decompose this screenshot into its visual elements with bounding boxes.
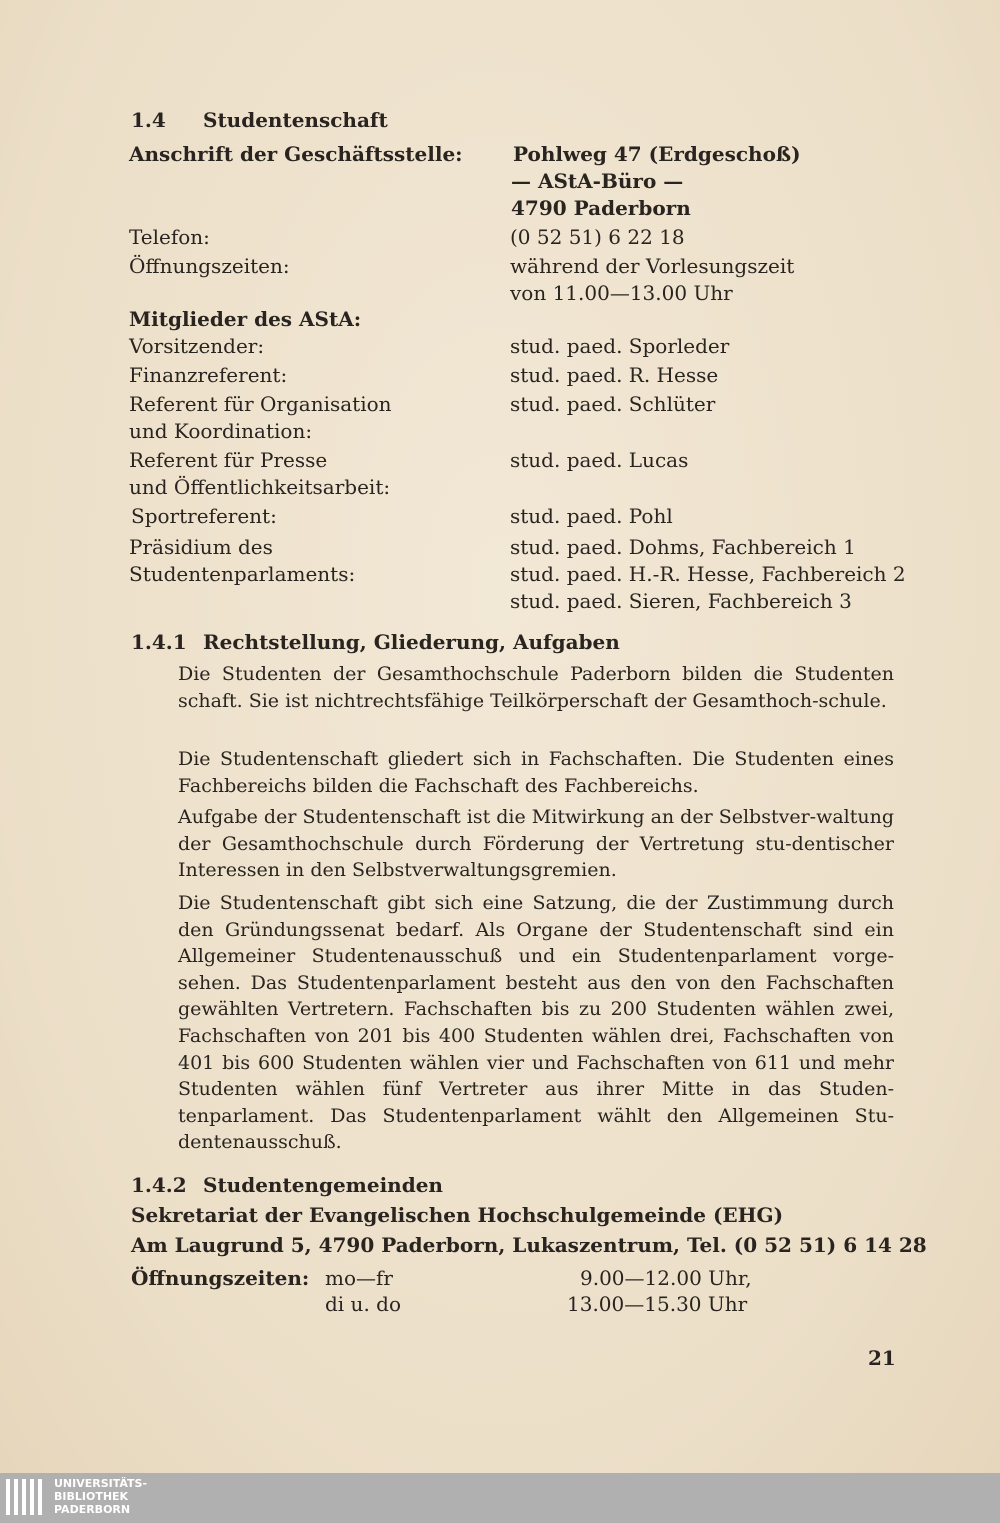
ehg-hours-time: 9.00—12.00 Uhr, <box>580 1266 752 1290</box>
member-role: und Öffentlichkeitsarbeit: <box>129 475 391 499</box>
phone-value: (0 52 51) 6 22 18 <box>510 225 685 249</box>
member-role: Studentenparlaments: <box>129 562 356 586</box>
paragraph: Aufgabe der Studentenschaft ist die Mitwirkung an der Selbstver-waltung der Gesamthochschule durch Förderung der Vertretung stu-dentischer Interessen in den Selbstverwaltungsgremien. <box>178 806 895 882</box>
library-name <box>54 1477 147 1516</box>
subsection-title: Studentengemeinden <box>203 1173 443 1197</box>
page-number: 21 <box>868 1346 896 1370</box>
section-title: Studentenschaft <box>203 108 388 132</box>
member-role: und Koordination: <box>129 419 313 443</box>
member-role: Referent für Organisation <box>129 392 392 416</box>
member-role: Referent für Presse <box>129 448 328 472</box>
member-name: stud. paed. Lucas <box>510 448 689 472</box>
office-address-line: — AStA-Büro — <box>511 169 684 193</box>
ehg-hours-label: Öffnungszeiten: <box>131 1266 310 1290</box>
library-name-line: PADERBORN <box>54 1503 131 1516</box>
member-name: stud. paed. Sieren, Fachbereich 3 <box>510 589 852 613</box>
member-name: stud. paed. H.-R. Hesse, Fachbereich 2 <box>510 562 906 586</box>
library-name-line: BIBLIOTHEK <box>54 1490 129 1503</box>
member-role: Präsidium des <box>129 535 273 559</box>
subsection-number: 1.4.2 <box>131 1173 187 1197</box>
office-address-line: 4790 Paderborn <box>511 196 691 220</box>
section-number: 1.4 <box>131 108 166 132</box>
ehg-hours-time: 13.00—15.30 Uhr <box>567 1292 748 1316</box>
office-label: Anschrift der Geschäftsstelle: <box>129 142 463 166</box>
subsection-number: 1.4.1 <box>131 630 187 654</box>
library-logo-icon <box>6 1479 46 1515</box>
member-name: stud. paed. Schlüter <box>510 392 716 416</box>
paragraph: Die Studenten der Gesamthochschule Paderborn bilden die Studenten schaft. Sie ist nichtrechtsfähige Teilkörperschaft der Gesamthoch-schule. <box>178 663 894 712</box>
member-name: stud. paed. Pohl <box>510 504 673 528</box>
member-name: stud. paed. Dohms, Fachbereich 1 <box>510 535 856 559</box>
paragraph: Die Studentenschaft gibt sich eine Satzung, die der Zustimmung durch den Gründungssenat bedarf. Als Organe der Studentenschaft sind ein Allgemeiner Studentenausschuß und ein Studentenparlament vorge-sehen. Das Studentenparlament besteht aus den von den Fachschaften gewählten Vertretern. Fachschaften bis zu 200 Studenten wählen zwei, Fachschaften von 201 bis 400 Studenten wählen drei, Fachschaften von 401 bis 600 Studenten wählen vier und Fachschaften von 611 und mehr Studenten wählen fünf Vertreter aus ihrer Mitte in das Studen-tenparlament. Das Studentenparlament wählt den Allgemeinen Stu-dentenausschuß. <box>178 892 894 1154</box>
member-name: stud. paed. Sporleder <box>510 334 730 358</box>
hours-value-line: von 11.00—13.00 Uhr <box>510 281 733 305</box>
paragraph: Die Studentenschaft gliedert sich in Fachschaften. Die Studenten eines Fachbereichs bilden die Fachschaft des Fachbereichs. <box>178 748 894 797</box>
office-address-line: Pohlweg 47 (Erdgeschoß) <box>513 142 801 166</box>
member-role: Vorsitzender: <box>129 334 265 358</box>
ehg-hours-days: mo—fr <box>325 1266 393 1290</box>
member-name: stud. paed. R. Hesse <box>510 363 719 387</box>
phone-label: Telefon: <box>129 225 210 249</box>
hours-value-line: während der Vorlesungszeit <box>510 254 795 278</box>
secretariat-address: Am Laugrund 5, 4790 Paderborn, Lukaszentrum, Tel. (0 52 51) 6 14 28 <box>131 1233 927 1257</box>
secretariat-name: Sekretariat der Evangelischen Hochschulgemeinde (EHG) <box>131 1203 784 1227</box>
members-heading: Mitglieder des AStA: <box>129 307 362 331</box>
library-footer <box>0 1473 1000 1523</box>
library-name-line: UNIVERSITÄTS- <box>54 1477 148 1490</box>
member-role: Finanzreferent: <box>129 363 288 387</box>
hours-label: Öffnungszeiten: <box>129 254 290 278</box>
member-role: Sportreferent: <box>131 504 277 528</box>
subsection-title: Rechtstellung, Gliederung, Aufgaben <box>203 630 620 654</box>
ehg-hours-days: di u. do <box>325 1292 401 1316</box>
